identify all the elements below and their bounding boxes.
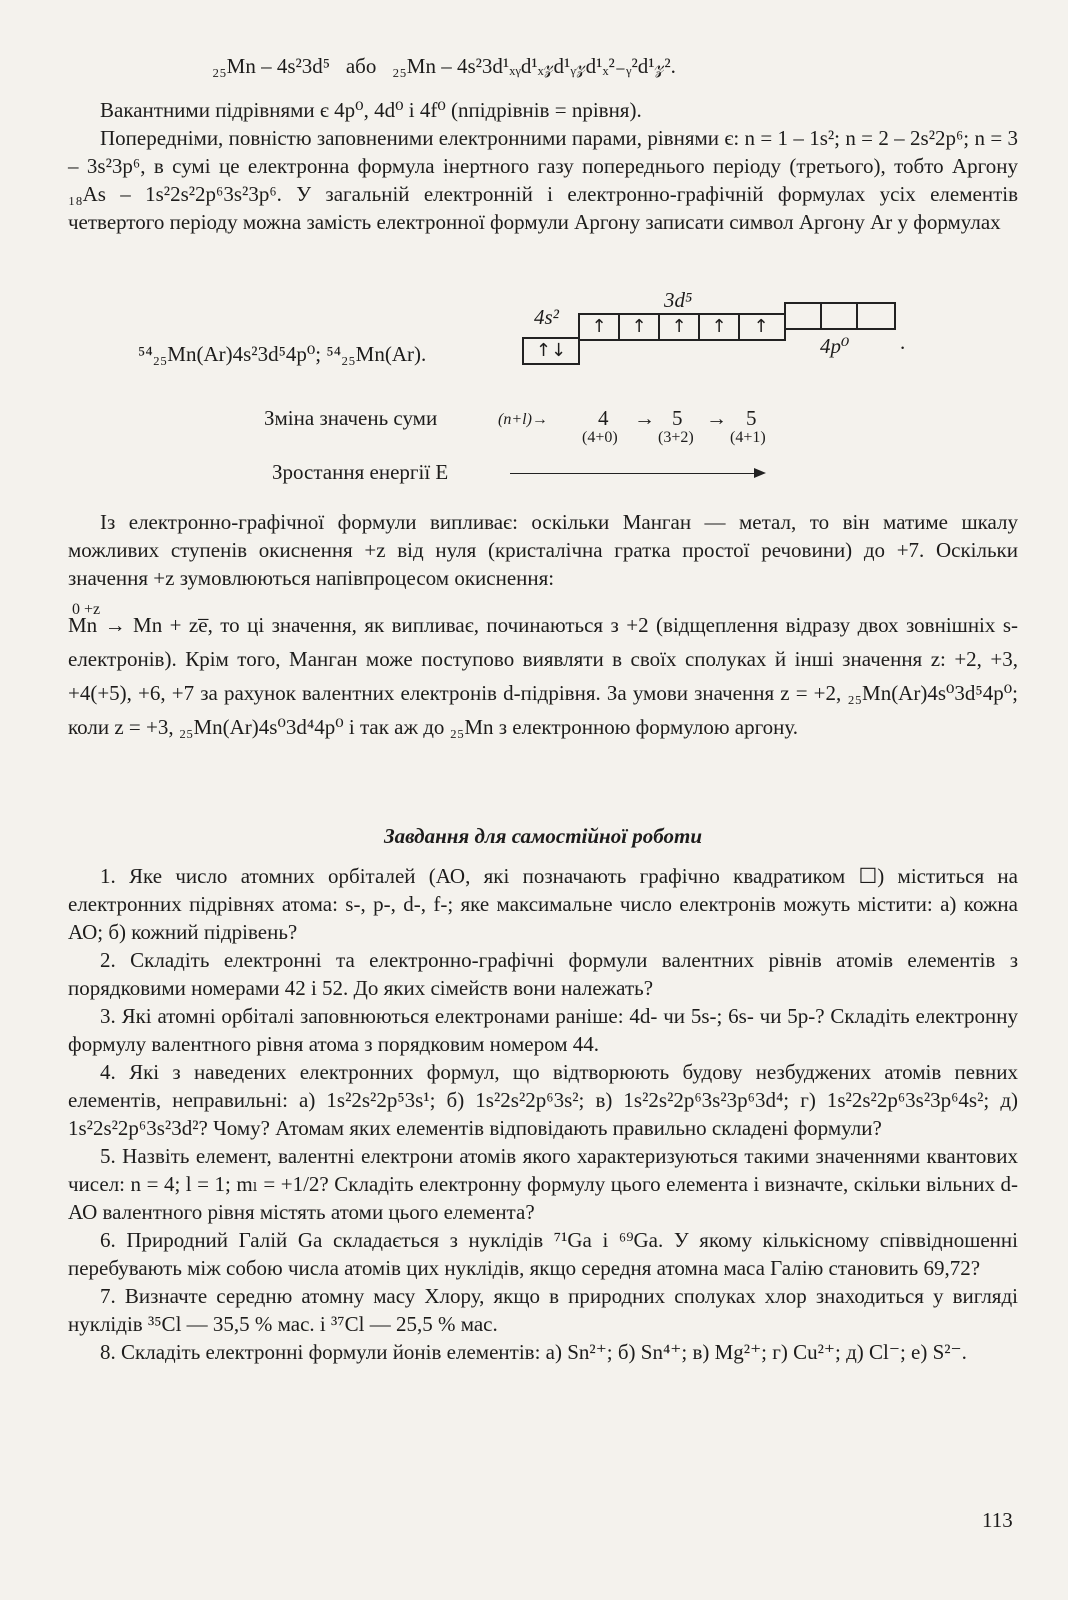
mn-formula-short: ₂₅Mn – 4s²3d⁵ (212, 54, 331, 78)
task-item: 8. Складіть електронні формули йонів елементів: а) Sn²⁺; б) Sn⁴⁺; в) Mg²⁺; г) Cu²⁺; д) Cl⁻; е) S²⁻. (100, 1340, 967, 1364)
sum-arrow-1: → (634, 406, 655, 430)
orbital-4p-cell-1 (786, 304, 822, 328)
diagram-dot: . (900, 330, 906, 354)
label-3d: 3d⁵ (664, 288, 693, 312)
label-4s: 4s² (534, 305, 559, 329)
mn-argon-formula: ⁵⁴₂₅Mn(Ar)4s²3d⁵4p⁰; ⁵⁴₂₅Mn(Ar). (138, 342, 427, 366)
vacant-sublevels-text: Вакантними підрівнями є 4p⁰, 4d⁰ і 4f⁰ (nпідрівнів = nрівня). (100, 98, 642, 122)
mn-oxidation-paragraph: Mn → Mn + ze̅, то ці значення, як випливає, починаються з +2 (відщеплення відразу двох зовнішніх s-електронів). Крім того, Манган може поступово виявляти в своїх сполуках й інші значення z: +2, +3, +4(+5), +6, +7 за рахунок валентних електронів d-підрівня. За умови значення z = +2, ₂₅Mn(Ar)4s⁰3d⁵4p⁰; коли z = +3, ₂₅Mn(Ar)4s⁰3d⁴4p⁰ і так аж до ₂₅Mn з електронною формулою аргону. (68, 613, 1018, 739)
orbital-4p-cell-2 (822, 304, 858, 328)
mn-formula-expanded: ₂₅Mn – 4s²3d¹ₓᵧd¹ₓ𝓏d¹ᵧ𝓏d¹ₓ²₋ᵧ²d¹𝓏². (392, 54, 676, 78)
orbital-4p-box (784, 302, 896, 330)
task-item: 5. Назвіть елемент, валентні електрони атомів якого характеризуються такими значеннями квантових чисел: n = 4; l = 1; mₗ = +1/2? Складіть електронну формулу цього елемента і визначте, скільки вільних d-АО валентного рівня містять атоми цього елемента? (68, 1144, 1018, 1224)
label-4p: 4p⁰ (820, 334, 850, 358)
orbital-4p-cell-3 (858, 304, 894, 328)
energy-label: Зростання енергії E (272, 460, 449, 484)
task-item: 1. Яке число атомних орбіталей (АО, які позначають графічно квадратиком ☐) міститься на електронних підрівнях атома: s-, p-, d-, f-; яке максимальне число електронів можуть містити: а) кожна АО; б) кожний підрівень? (68, 864, 1018, 944)
sum-sub-2: (3+2) (658, 429, 694, 446)
orbital-3d-cell-2: ↑ (620, 315, 660, 339)
section-heading: Завдання для самостійної роботи (383, 824, 703, 848)
page-number: 113 (982, 1508, 1013, 1532)
mn-electron-formula (212, 52, 676, 80)
task-item: 6. Природний Галій Ga складається з нуклідів ⁷¹Ga і ⁶⁹Ga. У якому кількісному співвідношенні перебувають між собою числа атомів цих нуклідів, якщо середня атомна маса Галію становить 69,72? (68, 1228, 1018, 1280)
task-item: 3. Які атомні орбіталі заповнюються електронами раніше: 4d- чи 5s-; 6s- чи 5p-? Складіть електронну формулу валентного рівня атома з порядковим номером 44. (68, 1004, 1018, 1056)
orbital-3d-cell-1: ↑ (580, 315, 620, 339)
oxidation-superscripts: 0 +z (72, 601, 101, 618)
energy-arrowhead (754, 468, 766, 478)
task-list (68, 862, 1018, 1366)
sum-value-2: 5 (672, 406, 683, 430)
task-item: 7. Визначте середню атомну масу Хлору, якщо в природних сполуках хлор знаходиться у вигляді нуклідів ³⁵Cl — 35,5 % мас. і ³⁷Cl — 25,5 % мас. (68, 1284, 1018, 1336)
energy-arrow-line (510, 473, 756, 474)
sum-expression: (n+l)→ (498, 411, 548, 428)
orbital-3d-cell-4: ↑ (700, 315, 740, 339)
sum-arrow-2: → (706, 406, 727, 430)
task-item: 2. Складіть електронні та електронно-графічні формули валентних рівнів атомів елементів з порядковими номерами 42 і 52. До яких сімейств вони належать? (68, 948, 1018, 1000)
orbital-3d-box (578, 313, 786, 341)
orbital-3d-cell-5: ↑ (753, 316, 769, 337)
orbital-4s-box (522, 337, 580, 365)
orbital-4s-cell: ↑↓ (535, 340, 567, 361)
sum-sub-1: (4+0) (582, 429, 618, 446)
task-item: 4. Які з наведених електронних формул, що відтворюють будову незбуджених атомів певних елементів, неправильні: а) 1s²2s²2p⁵3s¹; б) 1s²2s²2p⁶3s²; в) 1s²2s²2p⁶3s²3p⁶3d⁴; г) 1s²2s²2p⁶3s²3p⁶4s²; д) 1s²2s²2p⁶3s²3d²? Чому? Атомам яких елементів відповідають правильно складені формули? (68, 1060, 1018, 1140)
orbital-3d-cell-3: ↑ (660, 315, 700, 339)
sum-sub-3: (4+1) (730, 429, 766, 446)
mn-formula-or: або (345, 54, 377, 78)
sum-value-1: 4 (598, 406, 609, 430)
previous-levels-paragraph: Попередніми, повністю заповненими електронними парами, рівнями є: n = 1 – 1s²; n = 2 – 2s²2p⁶; n = 3 – 3s²3p⁶, в сумі це електронна формула інертного газу попереднього періоду (третього), тобто Аргону ₁₈As – 1s²2s²2p⁶3s²3p⁶. У загальній електронній і електронно-графічній формулах усіх елементів четвертого періоду можна замість електронної формули Аргону записати символ Аргону Ar у формулах (68, 126, 1018, 234)
sum-value-3: 5 (746, 406, 757, 430)
graph-formula-paragraph: Із електронно-графічної формули випливає: оскільки Манган — метал, то він матиме шкалу можливих ступенів окиснення +z від нуля (кристалічна гратка простої речовини) до +7. Оскільки значення +z зумовлюються напівпроцесом окиснення: (68, 510, 1018, 590)
sum-label: Зміна значень суми (264, 406, 438, 430)
